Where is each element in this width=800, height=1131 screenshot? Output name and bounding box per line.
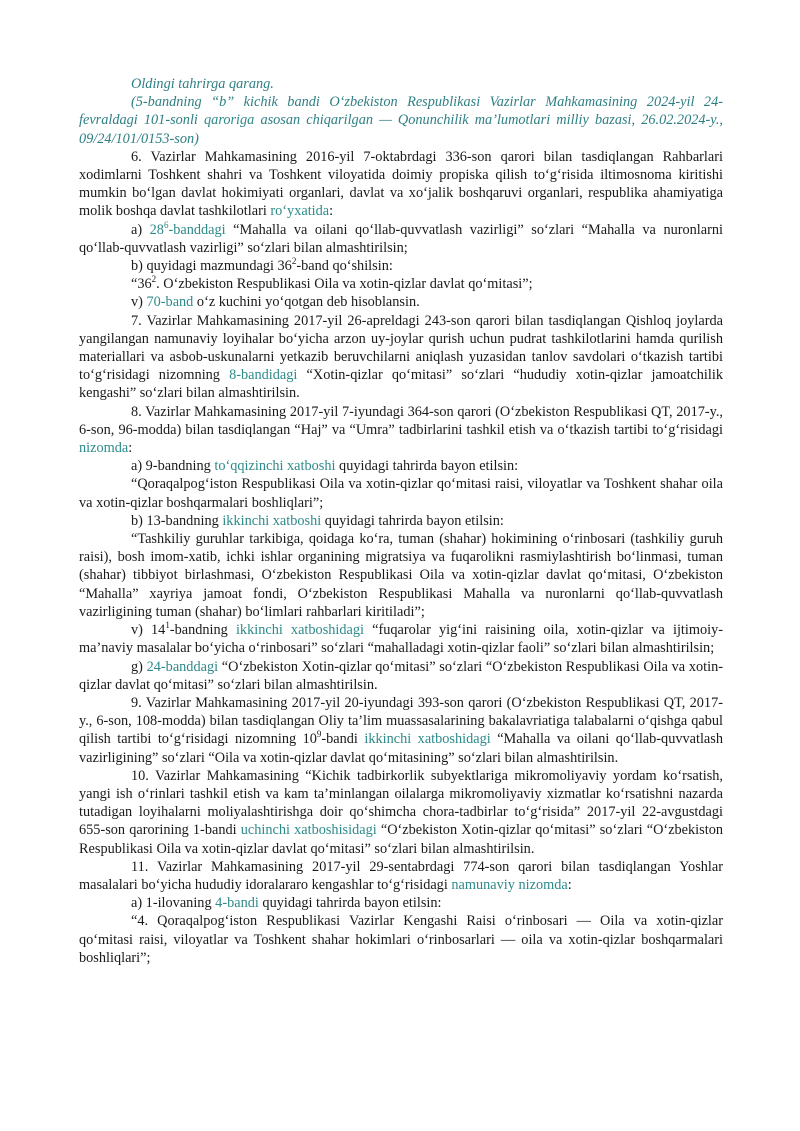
link-ikkinchi-xatboshidagi-9[interactable]: ikkinchi xatboshidagi	[364, 731, 491, 748]
paragraph-6: 6. Vazirlar Mahkamasining 2016-yil 7-oktabrdagi 336-son qarori bilan tasdiqlangan Rahbarlari xodimlarni Toshkent shahri va Toshkent viloyatida doimiy propiska qilish to‘g‘risida iltimosnoma kiritishi mumkin bo‘lgan davlat hokimiyati organlari, davlat va xo‘jalik boshqaruvi organlari, respublika ahamiyatiga molik boshqa davlat tashkilotlari ro‘yxatida:	[79, 148, 723, 220]
paragraph-8: 8. Vazirlar Mahkamasining 2017-yil 7-iyundagi 364-son qarori (O‘zbekiston Respublikasi QT, 2017-y., 6-son, 96-modda) bilan tasdiqlangan “Haj” va “Umra” tadbirlarini tashkil etish va o‘tkazish tartibi to‘g‘risidagi nizomda:	[79, 403, 723, 457]
amendment-note: (5-bandning “b” kichik bandi O‘zbekiston Respublikasi Vazirlar Mahkamasining 2024-yil 24-fevraldagi 101-sonli qaroriga asosan chiqarilgan — Qonunchilik ma’lumotlari milliy bazasi, 26.02.2024-y., 09/24/101/0153-son)	[79, 94, 723, 147]
amendment-resolution-link[interactable]: qaroriga	[204, 112, 255, 129]
link-4-bandi[interactable]: 4-bandi	[215, 895, 259, 912]
paragraph-6-quote: “$36^2$. O‘zbekiston Respublikasi Oila va xotin-qizlar davlat qo‘mitasi”;	[131, 274, 533, 293]
link-24-banddagi[interactable]: 24-banddagi	[146, 658, 219, 675]
document-body	[79, 75, 723, 967]
paragraph-6-v: v) 70-band o‘z kuchini yo‘qotgan deb hisoblansin.	[131, 294, 420, 311]
paragraph-6-a: a) $28^6$-banddagi “Mahalla va oilani qo‘llab-quvvatlash vazirligi” so‘zlari “Mahalla va nuronlarni qo‘llab-quvvatlash vazirligi” so‘zlari bilan almashtirilsin;	[79, 219, 723, 256]
previous-version-note[interactable]: Oldingi tahrirga qarang.	[131, 76, 274, 92]
link-nizomda[interactable]: nizomda	[79, 440, 129, 457]
link-band-28-6[interactable]: $28^6$-banddagi	[149, 219, 226, 238]
paragraph-10: 10. Vazirlar Mahkamasining “Kichik tadbirkorlik subyektlariga mikromoliyaviy yordam ko‘rsatish, yangi ish o‘rinlari tashkil etish va kam ta’minlangan oilalarga mikromoliyaviy xizmatlar ko‘rsatishni nazarda tutadigan loyihalarni moliyalashtirishga doir qo‘shimcha chora-tadbirlar to‘g‘risida” 2017-yil 22-avgustdagi 655-son qarorining 1-bandi uchinchi xatboshisidagi “O‘zbekiston Xotin-qizlar qo‘mitasi” so‘zlari “O‘zbekiston Respublikasi Oila va xotin-qizlar davlat qo‘mitasi” so‘zlari bilan almashtirilsin.	[79, 767, 723, 857]
paragraph-8-b-quote: “Tashkiliy guruhlar tarkibiga, qoidaga ko‘ra, tuman (shahar) hokimining o‘rinbosari (tashkiliy guruh raisi), bosh imom-xatib, ichki ishlar organining migratsiya va fuqarolikni rasmiylashtirish bo‘linmasi, tuman (shahar) tibbiyot birlashmasi, O‘zbekiston Respublikasi Oila va xotin-qizlar davlat qo‘mitasi, O‘zbekiston “Mahalla” xayriya jamoat fondi, O‘zbekiston Respublikasi Mahalla va nuronlarni qo‘llab-quvvatlash vazirligining tuman (shahar) bo‘limlari rahbarlari kiritiladi”;	[79, 531, 723, 620]
paragraph-11: 11. Vazirlar Mahkamasining 2017-yil 29-sentabrdagi 774-son qarori bilan tasdiqlangan Yoshlar masalalari bo‘yicha hududiy idoralararo kengashlar to‘g‘risidagi namunaviy nizomda:	[79, 858, 723, 893]
link-band-70[interactable]: 70-band	[146, 294, 194, 311]
link-ikkinchi-xatboshidagi[interactable]: ikkinchi xatboshidagi	[235, 622, 364, 639]
paragraph-9: 9. Vazirlar Mahkamasining 2017-yil 20-iyundagi 393-son qarori (O‘zbekiston Respublikasi QT, 2017-y., 6-son, 108-modda) bilan tasdiqlangan Oliy ta’lim muassasalarining bakalavriatiga talabalarni o‘qishga qabul qilish tartibi to‘g‘risidagi nizomning $10^9$-bandi ikkinchi xatboshidagi “Mahalla va oilani qo‘llab-quvvatlash vazirligining” so‘zlari “Oila va xotin-qizlar davlat qo‘mitasining” so‘zlari bilan almashtirilsin.	[79, 694, 723, 766]
link-namunaviy-nizomda[interactable]: namunaviy nizomda	[451, 876, 568, 893]
paragraph-8-v: v) $14^1$-bandning ikkinchi xatboshidagi “fuqarolar yig‘ini raisining oila, xotin-qizlar va ijtimoiy-ma’naviy masalalar bo‘yicha o‘rinbosari” so‘zlari “mahalladagi xotin-qizlar faoli” so‘zlari bilan almashtirilsin;	[79, 620, 724, 657]
paragraph-6-b: b) quyidagi mazmundagi $36^2$-band qo‘shilsin:	[131, 256, 393, 275]
paragraph-8-a-quote: “Qoraqalpog‘iston Respublikasi Oila va xotin-qizlar qo‘mitasi raisi, viloyatlar va Toshkent shahar oila va xotin-qizlar boshqarmalari boshliqlari”;	[79, 476, 723, 511]
paragraph-8-a: a) 9-bandning to‘qqizinchi xatboshi quyidagi tahrirda bayon etilsin:	[131, 458, 519, 475]
paragraph-11-a: a) 1-ilovaning 4-bandi quyidagi tahrirda bayon etilsin:	[131, 895, 442, 912]
link-ikkinchi-xatboshi[interactable]: ikkinchi xatboshi	[222, 512, 322, 529]
link-8-bandidagi[interactable]: 8-bandidagi	[229, 367, 298, 384]
link-royxatida[interactable]: ro‘yxatida	[270, 203, 330, 220]
paragraph-11-a-quote: “4. Qoraqalpog‘iston Respublikasi Vazirlar Kengashi Raisi o‘rinbosari — Oila va xotin-qizlar qo‘mitasi raisi, viloyatlar va Toshkent shahar hokimlari o‘rinbosarlari — oila va xotin-qizlar boshqarmalari boshliqlari”;	[79, 913, 723, 966]
paragraph-8-b: b) 13-bandning ikkinchi xatboshi quyidagi tahrirda bayon etilsin:	[131, 512, 504, 529]
paragraph-7: 7. Vazirlar Mahkamasining 2017-yil 26-apreldagi 243-son qarori bilan tasdiqlangan Qishloq joylarda yangilangan namunaviy loyihalar bo‘yicha arzon uy-joylar qurish uchun pudrat tashkilotlarini hamda qurilish materiallari va asbob-uskunalarni yetkazib beruvchilarni aniqlash yuzasidan tanlov savdolari o‘tkazish tartibi to‘g‘risidagi nizomning 8-bandidagi “Xotin-qizlar qo‘mitasi” so‘zlari “hududiy xotin-qizlar jamoatchilik kengashi” so‘zlari bilan almashtirilsin.	[79, 312, 723, 402]
paragraph-8-g: g) 24-banddagi “O‘zbekiston Xotin-qizlar qo‘mitasi” so‘zlari “O‘zbekiston Respublikasi Oila va xotin-qizlar davlat qo‘mitasi” so‘zlari bilan almashtirilsin.	[79, 658, 723, 693]
link-uchinchi-xatboshisidagi[interactable]: uchinchi xatboshisidagi	[240, 822, 377, 839]
link-toqqizinchi-xatboshi[interactable]: to‘qqizinchi xatboshi	[214, 458, 336, 475]
